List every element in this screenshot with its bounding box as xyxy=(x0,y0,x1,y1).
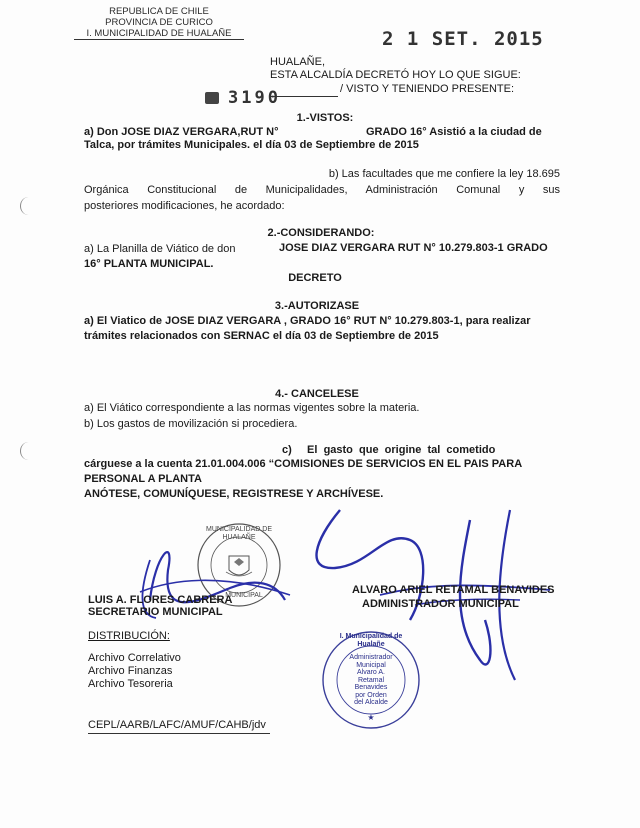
seal-right-line: Municipal xyxy=(356,661,386,669)
letterhead-province: PROVINCIA DE CURICO xyxy=(105,17,213,28)
distribution-title: DISTRIBUCIÓN: xyxy=(88,630,170,642)
administrator-seal xyxy=(321,630,421,730)
seal-right-star-icon: ★ xyxy=(367,713,375,722)
cancelese-c-line3: PERSONAL A PLANTA xyxy=(84,473,202,485)
letterhead-country: REPUBLICA DE CHILE xyxy=(109,6,209,17)
distribution-item: Archivo Tesoreria xyxy=(88,678,173,690)
intro-city: HUALAÑE, xyxy=(270,56,326,68)
seal-right-text xyxy=(343,654,399,707)
considerando-a-normal: a) La Planilla de Viático de don xyxy=(84,243,236,255)
cancelese-title: 4.- CANCELESE xyxy=(275,388,359,400)
vistos-b-line1: b) Las facultades que me confiere la ley 18.695 xyxy=(328,168,560,180)
intro-visto-line: / VISTO Y TENIENDO PRESENTE: xyxy=(340,83,515,95)
cancelese-c-line1: c) El gasto que origine tal cometido xyxy=(282,444,496,456)
decreto-title: DECRETO xyxy=(288,272,342,284)
seal-right-line: del Alcalde xyxy=(354,699,388,706)
signatory-right-name: ALVARO ARIEL RETAMAL BENAVIDES xyxy=(352,584,555,596)
seal-right-line: Alvaro A. Retamal xyxy=(356,669,385,684)
decree-number-stamp-mark xyxy=(205,92,219,104)
autorizase-a-line1: a) El Viatico de JOSE DIAZ VERGARA , GRADO 16° RUT N° 10.279.803-1, para realizar xyxy=(84,315,531,327)
vistos-a-line2: Talca, por trámites Municipales. el día 03 de Septiembre de 2015 xyxy=(84,139,419,151)
considerando-a-line2: 16° PLANTA MUNICIPAL. xyxy=(84,258,214,270)
signatory-right-title: ADMINISTRADOR MUNICIPAL xyxy=(362,598,519,610)
vistos-b-line3: posteriores modificaciones, he acordado: xyxy=(84,200,285,212)
autorizase-a-line2: trámites relacionados con SERNAC el día 03 de Septiembre de 2015 xyxy=(84,330,439,342)
seal-right-line: Benavides xyxy=(354,684,388,691)
cancelese-b: b) Los gastos de movilización si procediera. xyxy=(84,418,298,430)
punch-hole-mark xyxy=(20,442,37,460)
letterhead xyxy=(74,6,244,40)
vistos-a-left: a) Don JOSE DIAZ VERGARA,RUT N° xyxy=(84,126,279,138)
cancelese-c-line2: cárguese a la cuenta 21.01.004.006 “COMISIONES DE SERVICIOS EN EL PAIS PARA xyxy=(84,458,523,470)
considerando-title: 2.-CONSIDERANDO: xyxy=(267,227,375,239)
signatory-left-title: SECRETARIO MUNICIPAL xyxy=(88,606,223,618)
vistos-title: 1.-VISTOS: xyxy=(296,112,354,124)
vistos-b-line2: Orgánica Constitucional de Municipalidades, Administración Comunal y sus xyxy=(84,184,560,196)
seal-right-ring: I. Municipalidad de Hualañe xyxy=(339,633,403,648)
distribution-item: Archivo Correlativo xyxy=(88,652,181,664)
seal-left-bottom: MUNICIPAL xyxy=(225,592,263,599)
decree-number-underline xyxy=(270,96,338,97)
seal-right-line: por Orden xyxy=(355,691,387,699)
seal-left-ring: MUNICIPALIDAD DE HUALAÑE xyxy=(206,526,272,541)
intro-decree-line: ESTA ALCALDÍA DECRETÓ HOY LO QUE SIGUE: xyxy=(270,69,521,81)
seal-right-line: Administrador xyxy=(349,654,393,661)
signatory-left-name: LUIS A. FLORES CABRERA xyxy=(88,594,233,606)
autorizase-title: 3.-AUTORIZASE xyxy=(274,300,360,312)
date-stamp: 2 1 SET. 2015 xyxy=(382,28,544,50)
punch-hole-mark xyxy=(20,197,37,215)
decree-number: 3190 xyxy=(228,88,281,108)
letterhead-municipality: I. MUNICIPALIDAD DE HUALAÑE xyxy=(74,28,244,40)
distribution-item: Archivo Finanzas xyxy=(88,665,173,677)
considerando-a-bold: JOSE DIAZ VERGARA RUT N° 10.279.803-1 GRADO xyxy=(279,242,548,254)
cancelese-a: a) El Viático correspondiente a las normas vigentes sobre la materia. xyxy=(84,402,420,414)
initials-underline xyxy=(88,733,270,734)
initials: CEPL/AARB/LAFC/AMUF/CAHB/jdv xyxy=(88,719,266,731)
closing-line: ANÓTESE, COMUNÍQUESE, REGISTRESE Y ARCHÍVESE. xyxy=(84,488,384,500)
vistos-a-right: GRADO 16° Asistió a la ciudad de xyxy=(366,126,542,138)
